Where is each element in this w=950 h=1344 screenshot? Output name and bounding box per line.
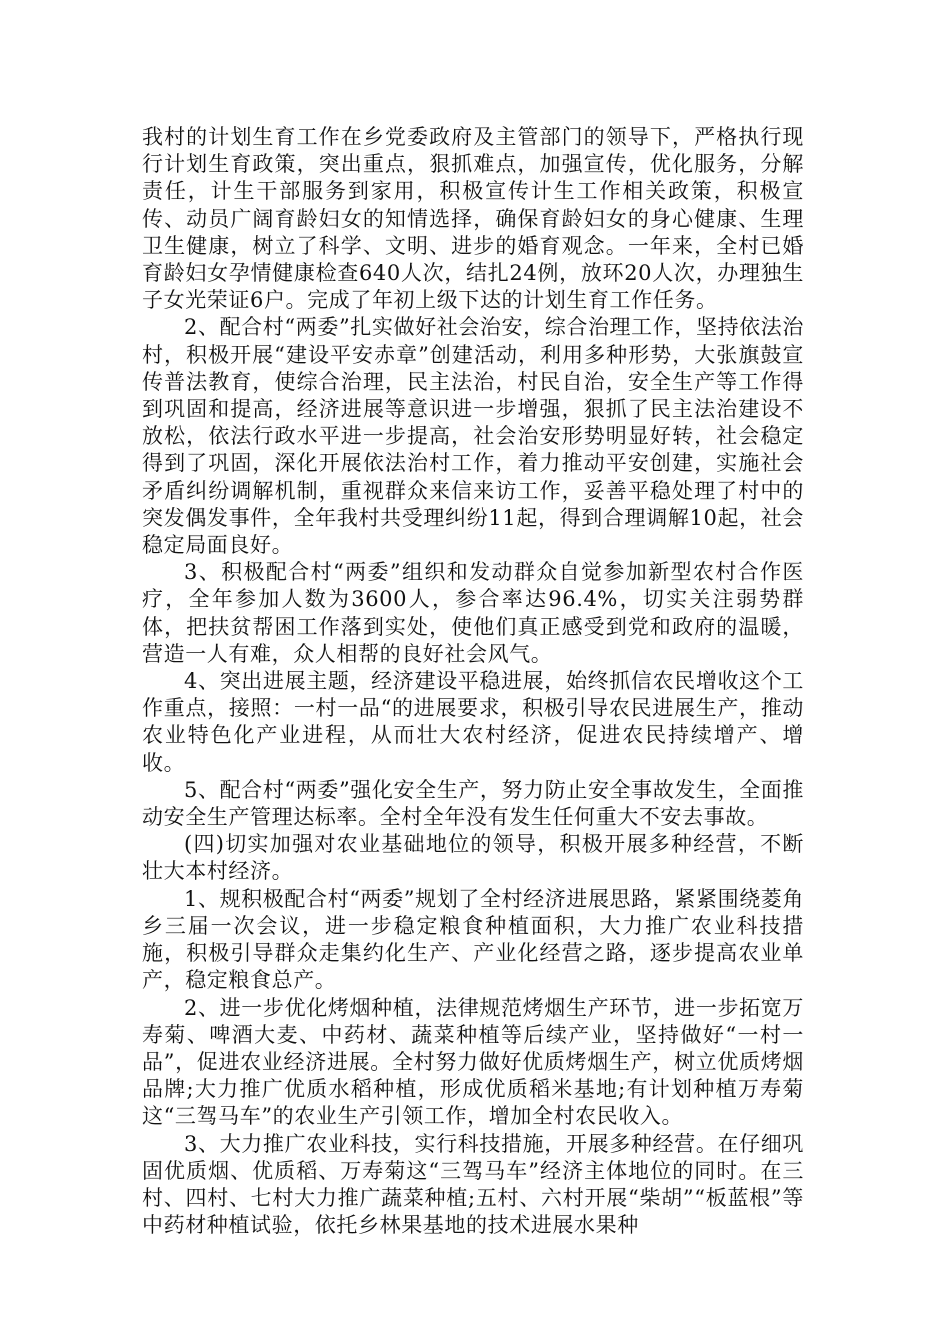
section-heading-agriculture: (四)切实加强对农业基础地位的领导，积极开展多种经营，不断壮大本村经济。 <box>142 832 804 884</box>
paragraph-item-1-planning: 1、规积极配合村“两委”规划了全村经济进展思路，紧紧围绕菱角乡三届一次会议，进一步稳定粮食种植面积，大力推广农业科技措施，积极引导群众走集约化生产、产业化经营之路，逐步提高农业单产，稳定粮食总产。 <box>142 886 804 993</box>
document-body <box>142 124 804 1239</box>
paragraph-family-planning: 我村的计划生育工作在乡党委政府及主管部门的领导下，严格执行现行计划生育政策，突出重点，狠抓难点，加强宣传，优化服务，分解责任，计生干部服务到家用，积极宣传计生工作相关政策，积极宣传、动员广阔育龄妇女的知情选择，确保育龄妇女的身心健康、生理卫生健康，树立了科学、文明、进步的婚育观念。一年来，全村已婚育龄妇女孕情健康检查640人次，结扎24例，放环20人次，办理独生子女光荣证6户。完成了年初上级下达的计划生育工作任务。 <box>142 125 804 313</box>
paragraph-item-2-public-security: 2、配合村“两委”扎实做好社会治安，综合治理工作，坚持依法治村，积极开展“建设平安赤章”创建活动，利用多种形势，大张旗鼓宣传普法教育，使综合治理，民主法治，村民自治，安全生产等工作得到巩固和提高，经济进展等意识进一步增强，狠抓了民主法治建设不放松，依法行政水平进一步提高，社会治安形势明显好转，社会稳定得到了巩固，深化开展依法治村工作，着力推动平安创建，实施社会矛盾纠纷调解机制，重视群众来信来访工作，妥善平稳处理了村中的突发偶发事件，全年我村共受理纠纷11起，得到合理调解10起，社会稳定局面良好。 <box>142 315 804 558</box>
paragraph-item-4-economic-development: 4、突出进展主题，经济建设平稳进展，始终抓信农民增收这个工作重点，接照：一村一品“的进展要求，积极引导农民进展生产，推动农业特色化产业进程，从而壮大农村经济，促进农民持续增产、增收。 <box>142 669 804 775</box>
paragraph-item-5-safety-production: 5、配合村“两委”强化安全生产，努力防止安全事故发生，全面推动安全生产管理达标率。全村全年没有发生任何重大不安去事故。 <box>142 777 804 830</box>
paragraph-item-3-medical-cooperation: 3、积极配合村“两委”组织和发动群众自觉参加新型农村合作医疗，全年参加人数为3600人，参合率达96.4%，切实关注弱势群体，把扶贫帮困工作落到实处，使他们真正感受到党和政府的温暖，营造一人有难，众人相帮的良好社会风气。 <box>142 560 804 666</box>
paragraph-item-2-tobacco: 2、进一步优化烤烟种植，法律规范烤烟生产环节，进一步拓宽万寿菊、啤酒大麦、中药材、蔬菜种植等后续产业，坚持做好“一村一品”，促进农业经济进展。全村努力做好优质烤烟生产，树立优质烤烟品牌;大力推广优质水稻种植，形成优质稻米基地;有计划种植万寿菊这“三驾马车”的农业生产引领工作，增加全村农民收入。 <box>142 995 804 1129</box>
paragraph-item-3-agricultural-tech: 3、大力推广农业科技，实行科技措施，开展多种经营。在仔细巩固优质烟、优质稻、万寿菊这“三驾马车”经济主体地位的同时。在三村、四村、七村大力推广蔬菜种植;五村、六村开展“柴胡”“板蓝根”等中药材种植试验，依托乡林果基地的技术进展水果种 <box>142 1131 804 1238</box>
